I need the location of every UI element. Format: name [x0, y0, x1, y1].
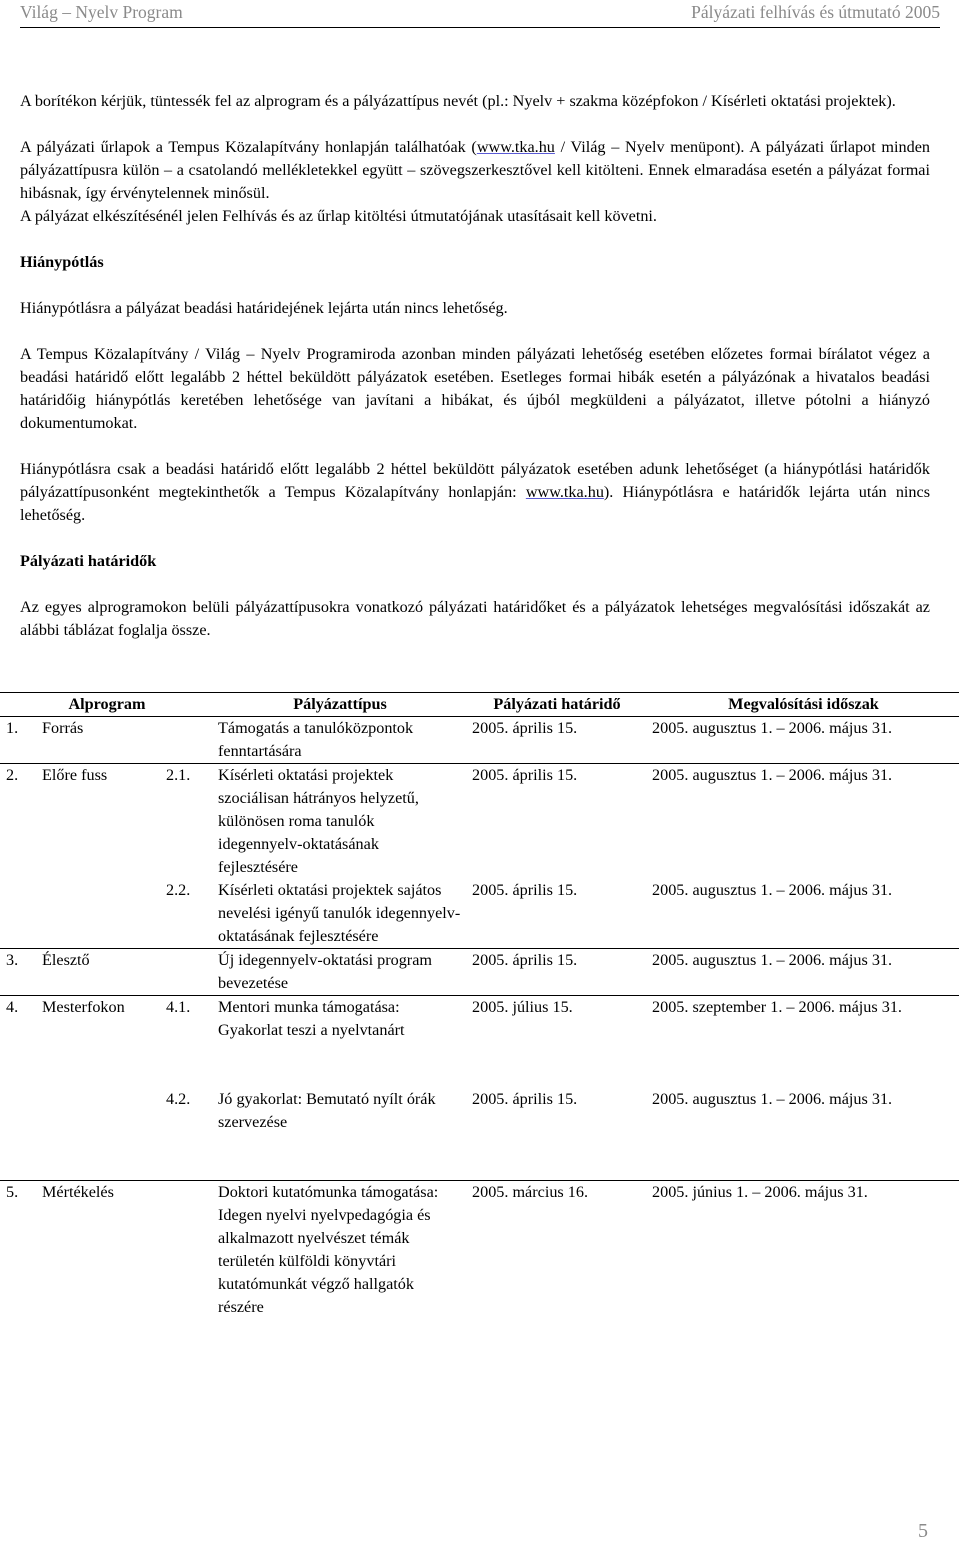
header-alprogram: Alprogram [0, 693, 212, 717]
tka-link-2[interactable]: www.tka.hu [525, 483, 604, 501]
document-body [20, 90, 930, 642]
row-subnumber [160, 1181, 212, 1320]
table-body [0, 717, 959, 1320]
row-subnumber: 2.1. [160, 764, 212, 880]
table-row [0, 1181, 959, 1320]
row-alprogram: Előre fuss [36, 764, 160, 880]
deadlines-table [0, 692, 959, 1319]
heading-deadlines: Pályázati határidők [20, 552, 157, 570]
row-number [0, 879, 36, 949]
row-palyazattipus: Támogatás a tanulóközpontok fenntartására [212, 717, 466, 764]
paragraph-envelope: A borítékon kérjük, tüntessék fel az alprogram és a pályázattípus nevét (pl.: Nyelv + szakma középfokon / Kísérleti oktatási projektek). [20, 92, 896, 110]
header-megvalositasi-idoszak: Megvalósítási időszak [646, 693, 959, 717]
row-alprogram: Mértékelés [36, 1181, 160, 1320]
text-span: / Világ – Nyelv menüpont). A pályázati űrlapot minden pályázattípusra külön – a csatolandó mellékletekkel együtt – szövegszerkesztővel kell kitölteni. Ennek elmaradása esetén a pályázat formai hibásnak, így érvénytelennek minősül. [20, 138, 930, 202]
table-header-row [0, 693, 959, 717]
row-period: 2005. június 1. – 2006. május 31. [646, 1181, 959, 1320]
row-deadline: 2005. április 15. [466, 949, 646, 996]
row-palyazattipus: Kísérleti oktatási projektek sajátos nevelési igényű tanulók idegennyelv-oktatásának fejlesztésére [218, 881, 461, 945]
table-row [0, 879, 959, 949]
row-subnumber [160, 949, 212, 996]
heading-hianypotlas: Hiánypótlás [20, 253, 104, 271]
paragraph-table-intro: Az egyes alprogramokon belüli pályázattípusokra vonatkozó pályázati határidőket és a pályázatok lehetséges megvalósítási időszakát az alábbi táblázat foglalja össze. [20, 598, 930, 639]
table-row [0, 996, 959, 1089]
row-alprogram: Forrás [36, 717, 160, 764]
row-alprogram [36, 1088, 160, 1181]
table-row [0, 717, 959, 764]
row-period: 2005. szeptember 1. – 2006. május 31. [646, 996, 959, 1089]
row-deadline: 2005. április 15. [472, 1090, 578, 1108]
row-deadline: 2005. április 15. [466, 764, 646, 880]
text-span: ). Hiánypótlásra e határidők lejárta után nincs lehetőség. [20, 483, 930, 524]
tka-link[interactable]: www.tka.hu [476, 138, 555, 156]
row-period: 2005. augusztus 1. – 2006. május 31. [652, 881, 893, 899]
row-number: 5. [0, 1181, 36, 1320]
row-subnumber: 2.2. [166, 881, 191, 899]
row-deadline: 2005. július 15. [466, 996, 646, 1089]
row-alprogram: Élesztő [36, 949, 160, 996]
row-deadline: 2005. április 15. [466, 717, 646, 764]
text-span: Hiánypótlásra csak a beadási határidő előtt legalább 2 héttel beküldött pályázatok esetében adunk lehetőséget (a hiánypótlási határidők pályázattípusonként megtekinthetők a Tempus Közalapítvány honlapján: [20, 460, 930, 501]
row-palyazattipus: Jó gyakorlat: Bemutató nyílt órák szervezése [218, 1090, 436, 1131]
row-number: 4. [0, 996, 36, 1089]
header-program-title: Világ – Nyelv Program [20, 2, 183, 22]
row-alprogram: Mesterfokon [36, 996, 160, 1089]
row-palyazattipus: Kísérleti oktatási projektek szociálisan hátrányos helyzetű, különösen roma tanulók idegennyelv-oktatásának fejlesztésére [212, 764, 466, 880]
table-row [0, 764, 959, 880]
row-number: 1. [0, 717, 36, 764]
row-palyazattipus: Mentori munka támogatása: Gyakorlat teszi a nyelvtanárt [212, 996, 466, 1089]
paragraph-preliminary-review: A Tempus Közalapítvány / Világ – Nyelv Programiroda azonban minden pályázati lehetőség esetében előzetes formai bírálatot végez a beadási határidő előtt legalább 2 héttel beküldött pályázatok esetében. Esetleges formai hibák esetén a pályázónak a hivatalos beadási határidőig hiánypótlás keretében lehetősége van javítani a hibákat, és újból megküldeni a pályázatot, illetve pótolni a hiányzó dokumentumokat. [20, 345, 930, 432]
row-subnumber [160, 717, 212, 764]
row-period: 2005. augusztus 1. – 2006. május 31. [646, 717, 959, 764]
header-palyazattipus: Pályázattípus [212, 693, 466, 717]
header-document-title: Pályázati felhívás és útmutató 2005 [691, 2, 940, 22]
row-period: 2005. augusztus 1. – 2006. május 31. [646, 949, 959, 996]
row-deadline: 2005. március 16. [466, 1181, 646, 1320]
paragraph-no-completion: Hiánypótlásra a pályázat beadási határidejének lejárta után nincs lehetőség. [20, 299, 508, 317]
header-hatarido: Pályázati határidő [466, 693, 646, 717]
paragraph-completion-deadline [20, 458, 930, 527]
row-subnumber: 4.1. [160, 996, 212, 1089]
row-number: 2. [0, 764, 36, 880]
page-number: 5 [918, 1520, 928, 1542]
row-number: 3. [0, 949, 36, 996]
row-number [0, 1088, 36, 1181]
row-subnumber: 4.2. [166, 1090, 191, 1108]
paragraph-instructions: A pályázat elkészítésénél jelen Felhívás és az űrlap kitöltési útmutatójának utasításait kell követni. [20, 207, 657, 225]
paragraph-forms [20, 136, 930, 205]
row-period: 2005. augusztus 1. – 2006. május 31. [646, 764, 959, 880]
row-deadline: 2005. április 15. [472, 881, 578, 899]
table-row [0, 949, 959, 996]
text-span: A pályázati űrlapok a Tempus Közalapítvány honlapján találhatóak ( [20, 138, 477, 156]
row-palyazattipus: Új idegennyelv-oktatási program bevezetése [212, 949, 466, 996]
page-header [20, 0, 940, 28]
row-palyazattipus: Doktori kutatómunka támogatása: Idegen nyelvi nyelvpedagógia és alkalmazott nyelvészet témák területén külföldi könyvtári kutatómunkát végző hallgatók részére [212, 1181, 466, 1320]
table-row [0, 1088, 959, 1181]
row-alprogram [36, 879, 160, 949]
row-period: 2005. augusztus 1. – 2006. május 31. [652, 1090, 893, 1108]
